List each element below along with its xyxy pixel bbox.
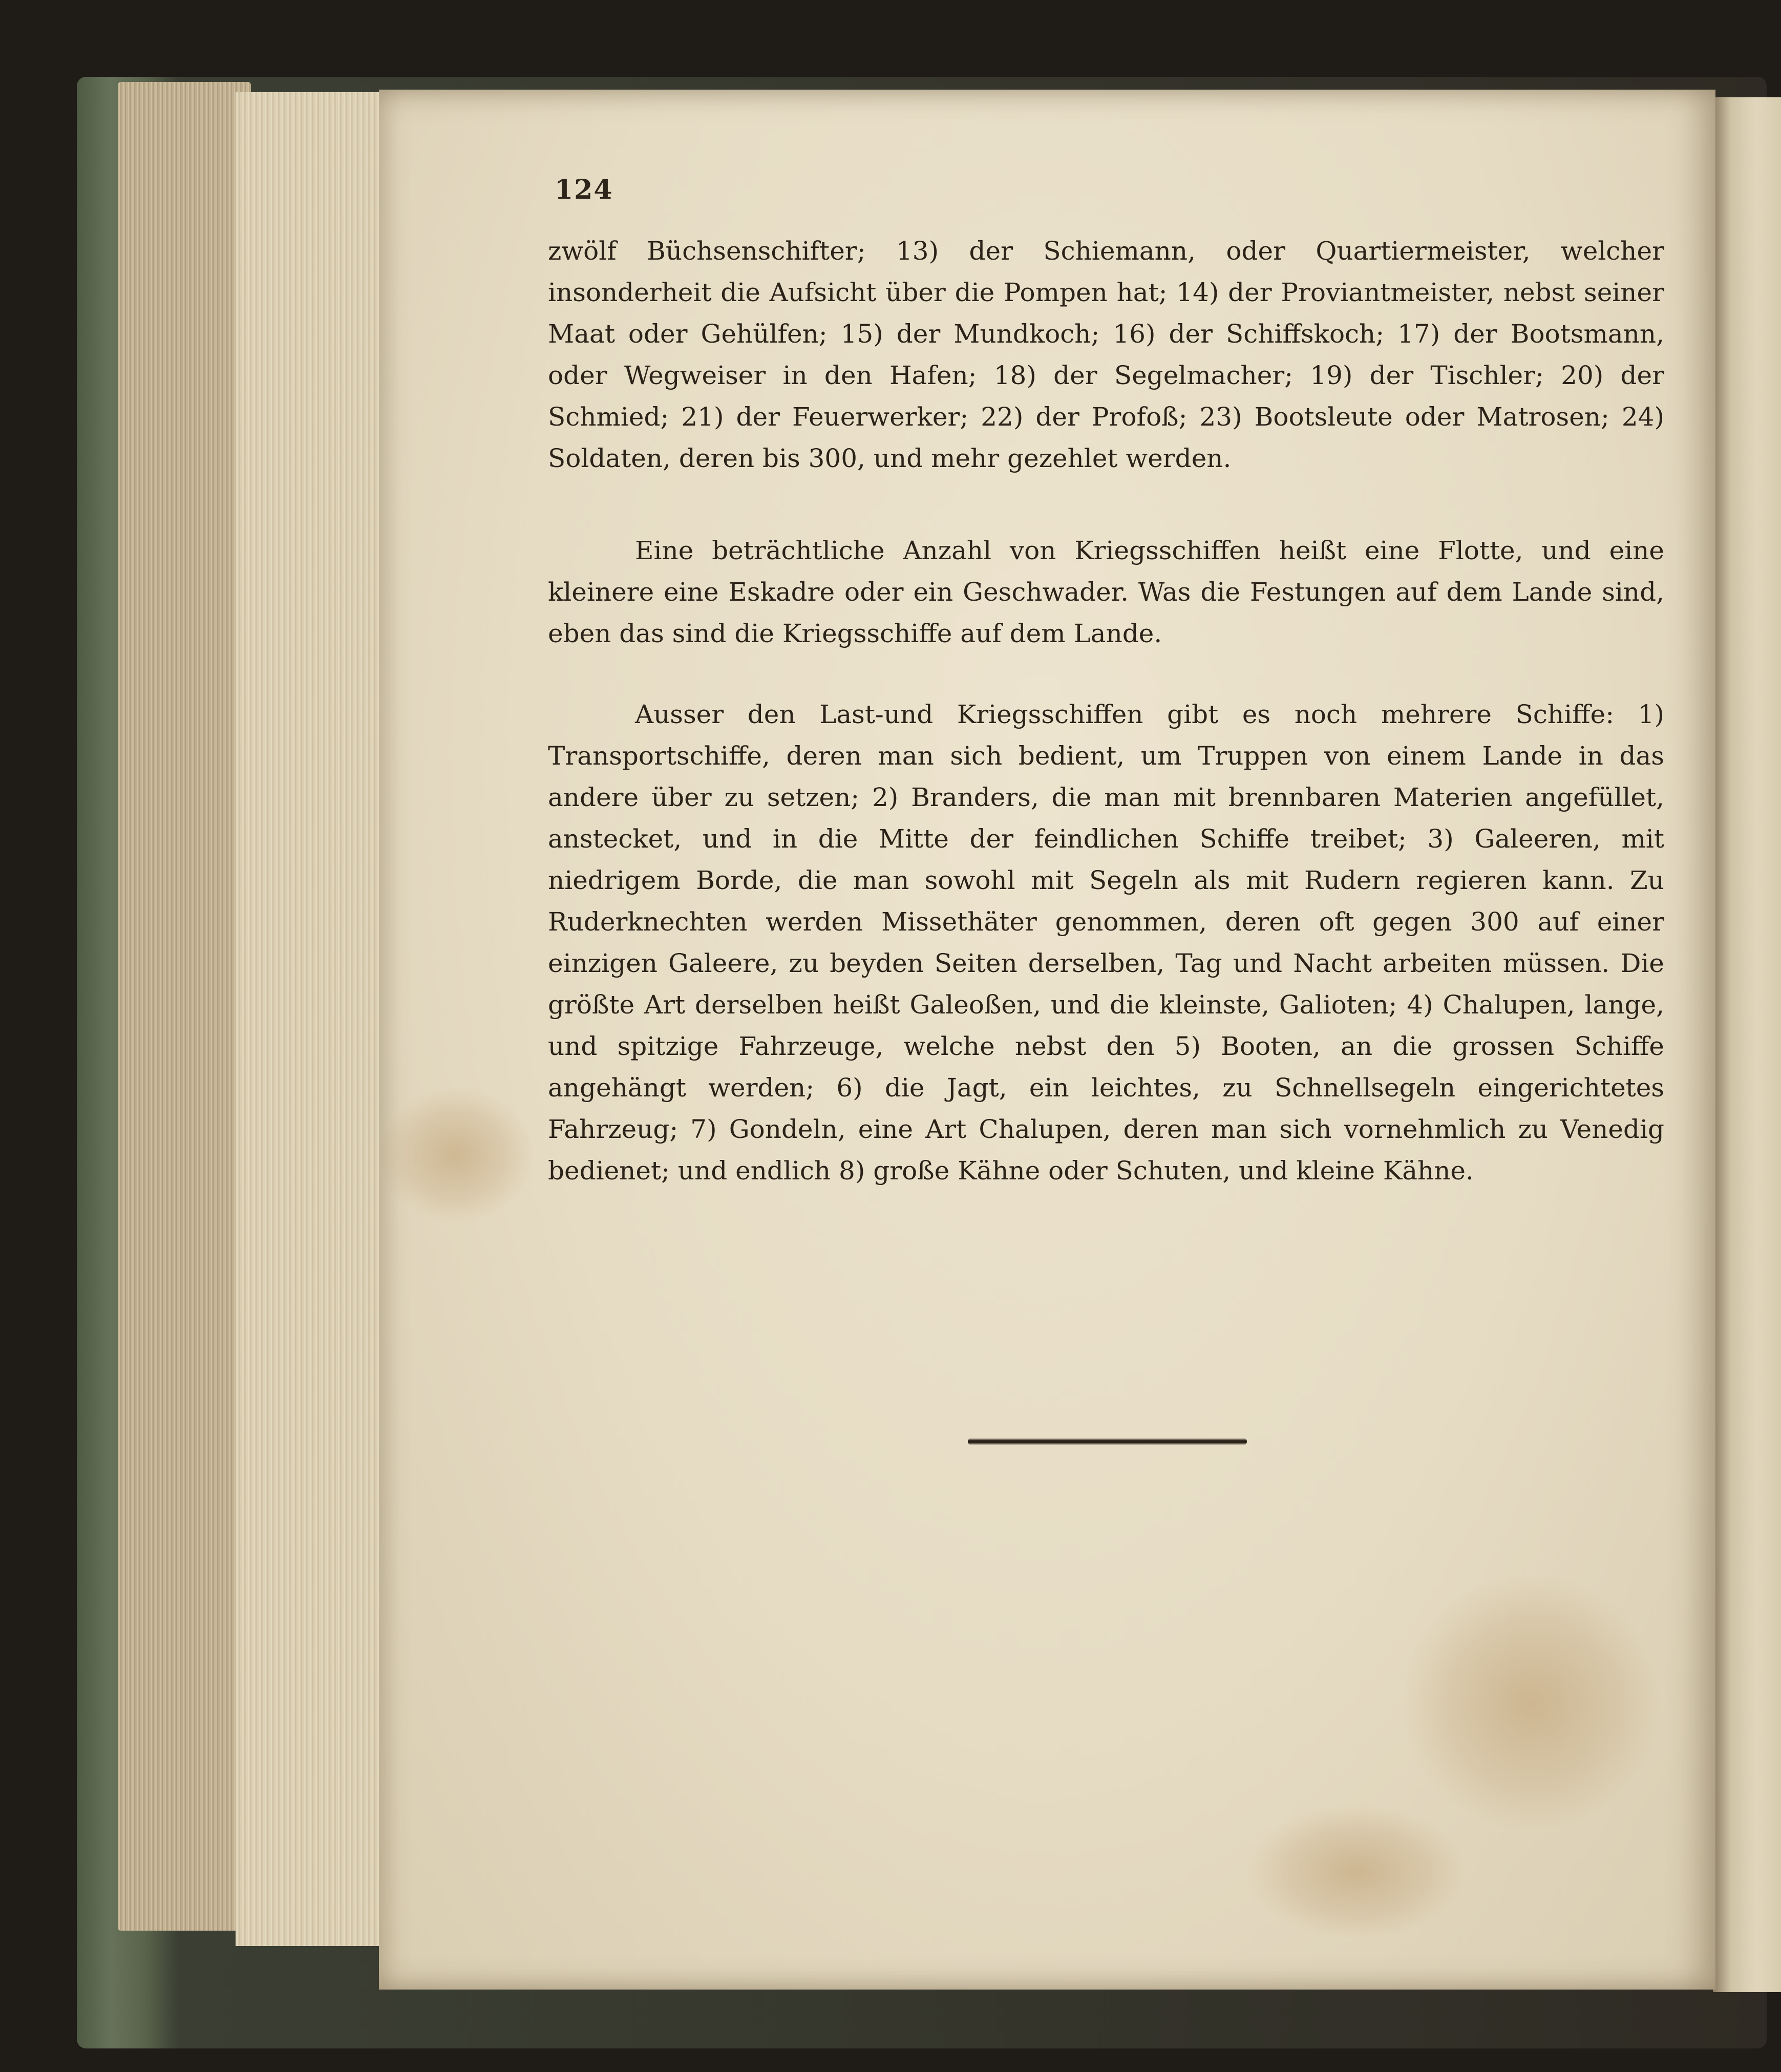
paper-stain	[1249, 1805, 1465, 1938]
paragraph-crew-list: zwölf Büchsenschifter; 13) der Schiemann, oder Quartiermeister, welcher insonderheit die Aufsicht über die Pompen hat; 14) der Proviantmeister, nebst seiner Maat oder Gehülfen; 15) der Mundkoch; 16) der Schiffskoch; 17) der Bootsmann, oder Wegweiser in den Hafen; 18) der Segelmacher; 19) der Tischler; 20) der Schmied; 21) der Feuerwerker; 22) der Profoß; 23) Bootsleute oder Matrosen; 24) Soldaten, deren bis 300, und mehr gezehlet werden.	[548, 236, 1664, 473]
page-number: 124	[555, 174, 613, 205]
page-edges-back	[118, 82, 251, 1931]
section-divider-rule	[968, 1438, 1247, 1445]
paper-stain	[379, 1088, 533, 1221]
paragraph-fleet: Eine beträchtliche Anzahl von Kriegsschiffen heißt eine Flotte, und eine kleinere eine Eskadre oder ein Geschwader. Was die Festungen auf dem Lande sind, eben das sind die Kriegsschiffe auf dem Lande.	[548, 536, 1664, 648]
facing-page-edge	[1713, 97, 1781, 1992]
page-edges-front	[236, 92, 389, 1946]
paragraph-ship-types: Ausser den Last-und Kriegsschiffen gibt es noch mehrere Schiffe: 1) Transportschiffe, deren man sich bedient, um Truppen von einem Lande in das andere über zu setzen; 2) Branders, die man mit brennbaren Materien angefüllet, anstecket, und in die Mitte der feindlichen Schiffe treibet; 3) Galeeren, mit niedrigem Borde, die man sowohl mit Segeln als mit Rudern regieren kann. Zu Ruderknechten werden Missethäter genommen, deren oft gegen 300 auf einer einzigen Galeere, zu beyden Seiten derselben, Tag und Nacht arbeiten müssen. Die größte Art derselben heißt Galeoßen, und die kleinste, Galioten; 4) Chalupen, lange, und spitzige Fahrzeuge, welche nebst den 5) Booten, an die grossen Schiffe angehängt werden; 6) die Jagt, ein leichtes, zu Schnellsegeln eingerichtetes Fahrzeug; 7) Gondeln, eine Art Chalupen, deren man sich vornehmlich zu Venedig bedienet; und endlich 8) große Kähne oder Schuten, und kleine Kähne.	[548, 700, 1664, 1186]
paper-stain	[1403, 1575, 1659, 1831]
